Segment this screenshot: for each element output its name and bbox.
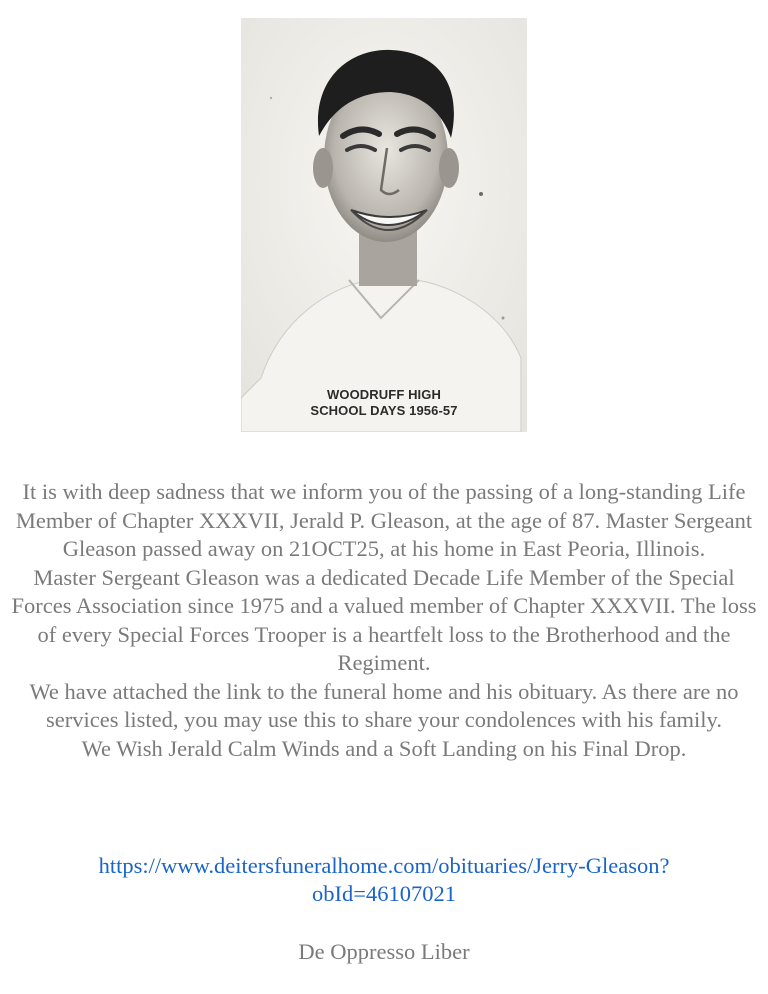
- obituary-link-block: [40, 852, 728, 908]
- message-paragraph: Master Sergeant Gleason was a dedicated Decade Life Member of the Special Forces Association since 1975 and a valued member of Chapter XXXVII. The loss of every Special Forces Trooper is a heartfelt loss to the Brotherhood and the Regiment.: [11, 564, 757, 675]
- portrait-photo-icon: [241, 18, 527, 432]
- message-paragraph: We Wish Jerald Calm Winds and a Soft Landing on his Final Drop.: [81, 735, 687, 761]
- obituary-message: [8, 478, 760, 763]
- obituary-link[interactable]: [99, 853, 670, 906]
- photo-caption-line2: SCHOOL DAYS 1956-57: [310, 403, 458, 418]
- message-paragraph: We have attached the link to the funeral home and his obituary. As there are no services listed, you may use this to share your condolences with his family.: [29, 678, 739, 732]
- message-paragraph: It is with deep sadness that we inform you of the passing of a long-standing Life Member of Chapter XXXVII, Jerald P. Gleason, at the age of 87. Master Sergeant Gleason passed away on 21OCT25, at his home in East Peoria, Illinois.: [15, 479, 753, 561]
- yearbook-photo: [241, 18, 527, 432]
- photo-caption-line1: WOODRUFF HIGH: [327, 387, 441, 402]
- obituary-link-line2: obId=46107021: [312, 881, 456, 906]
- motto: De Oppresso Liber: [298, 939, 470, 964]
- obituary-link-line1: https://www.deitersfuneralhome.com/obituaries/Jerry-Gleason?: [98, 853, 670, 878]
